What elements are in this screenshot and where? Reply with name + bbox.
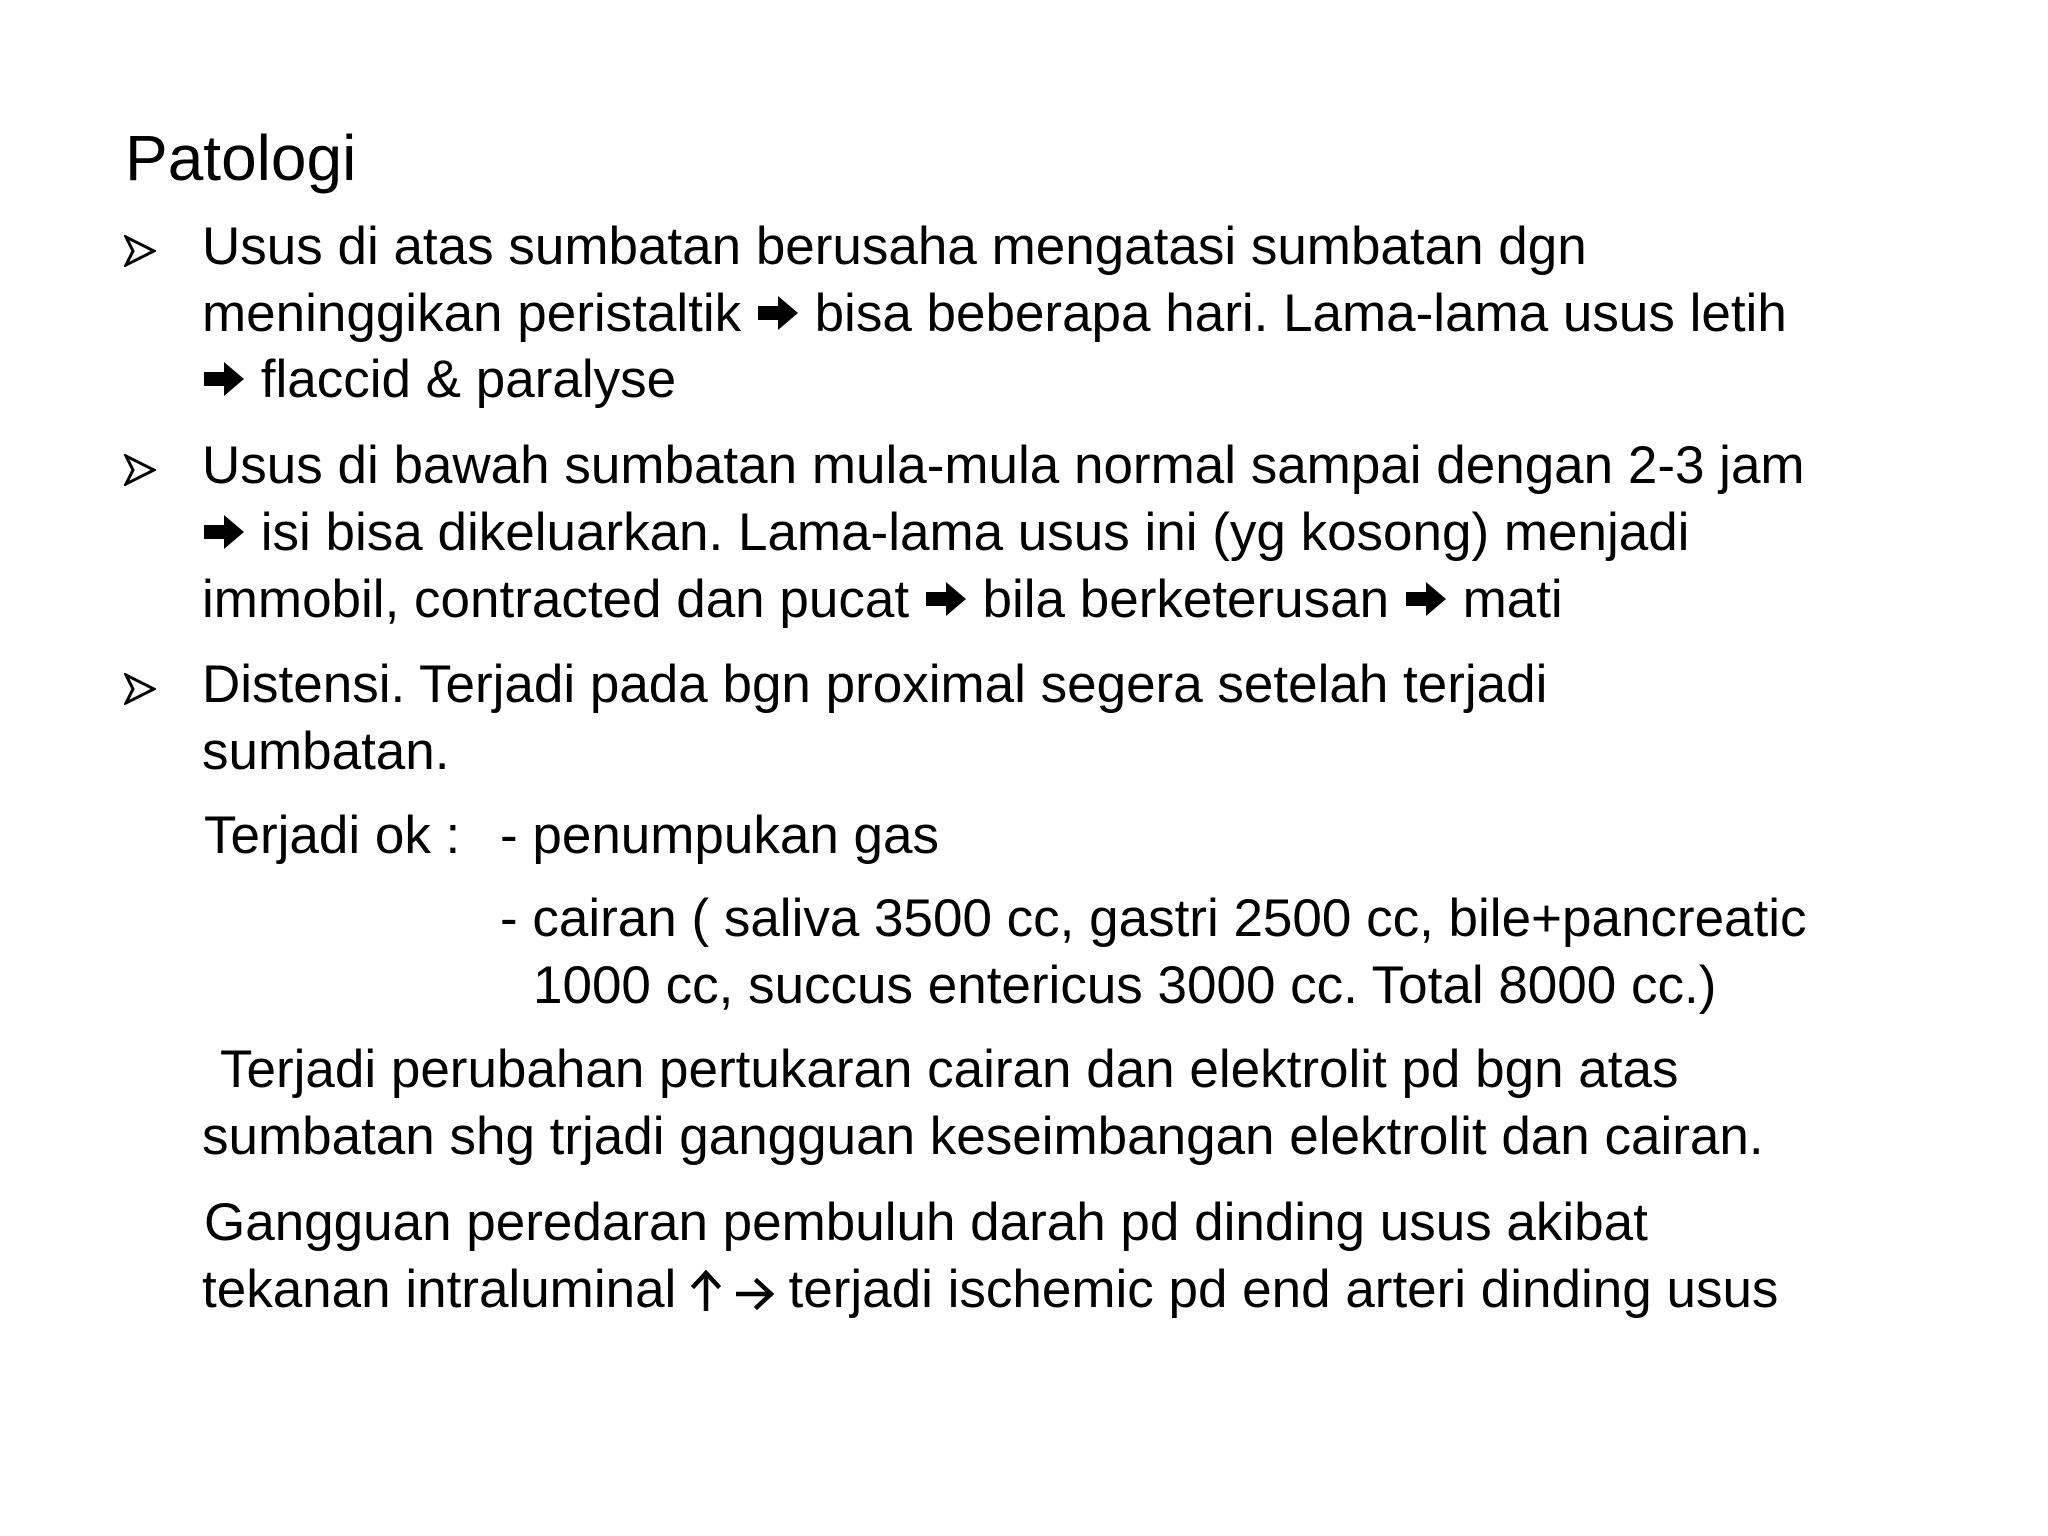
- up-arrow-icon: [691, 1261, 721, 1327]
- bullet-arrowhead-icon: [124, 437, 180, 503]
- right-arrow-icon: [924, 569, 968, 635]
- paragraph-2-line-2: tekanan intraluminal terjadi ischemic pd end arteri dinding usus: [202, 1257, 1778, 1327]
- slide-title: Patologi: [125, 122, 357, 194]
- bullet-3-line-1: Distensi. Terjadi pada bgn proximal segera setelah terjadi: [202, 655, 1548, 714]
- sub-item-penumpukan-gas: - penumpukan gas: [500, 806, 940, 865]
- right-arrow-icon: [202, 349, 246, 415]
- paragraph-2-line-1: Gangguan peredaran pembuluh darah pd dinding usus akibat: [204, 1193, 1648, 1252]
- bullet-2-line-2: isi bisa dikeluarkan. Lama-lama usus ini (yg kosong) menjadi: [202, 500, 1689, 568]
- right-arrow-icon: [1404, 569, 1448, 635]
- bullet-1-line-3: flaccid & paralyse: [202, 347, 676, 415]
- bullet-arrowhead-icon: [124, 656, 180, 722]
- right-arrow-icon: [756, 283, 800, 349]
- sub-item-cairan-line-2: 1000 cc, succus entericus 3000 cc. Total 8000 cc.): [533, 956, 1717, 1015]
- bullet-2-line-3: immobil, contracted dan pucat bila berketerusan mati: [202, 567, 1563, 635]
- bullet-arrowhead-icon: [124, 218, 180, 284]
- terjadi-ok-label: Terjadi ok :: [204, 806, 461, 865]
- right-arrow-icon: [736, 1261, 774, 1327]
- right-arrow-icon: [202, 502, 246, 568]
- bullet-1-line-1: Usus di atas sumbatan berusaha mengatasi sumbatan dgn: [202, 217, 1587, 276]
- paragraph-1-line-1: Terjadi perubahan pertukaran cairan dan elektrolit pd bgn atas: [220, 1040, 1679, 1099]
- paragraph-1-line-2: sumbatan shg trjadi gangguan keseimbangan elektrolit dan cairan.: [202, 1107, 1764, 1166]
- bullet-1-line-2: meninggikan peristaltik bisa beberapa hari. Lama-lama usus letih: [202, 281, 1787, 349]
- bullet-2-line-1: Usus di bawah sumbatan mula-mula normal sampai dengan 2-3 jam: [202, 436, 1805, 495]
- sub-item-cairan-line-1: - cairan ( saliva 3500 cc, gastri 2500 cc, bile+pancreatic: [500, 889, 1807, 948]
- bullet-3-line-2: sumbatan.: [202, 722, 450, 781]
